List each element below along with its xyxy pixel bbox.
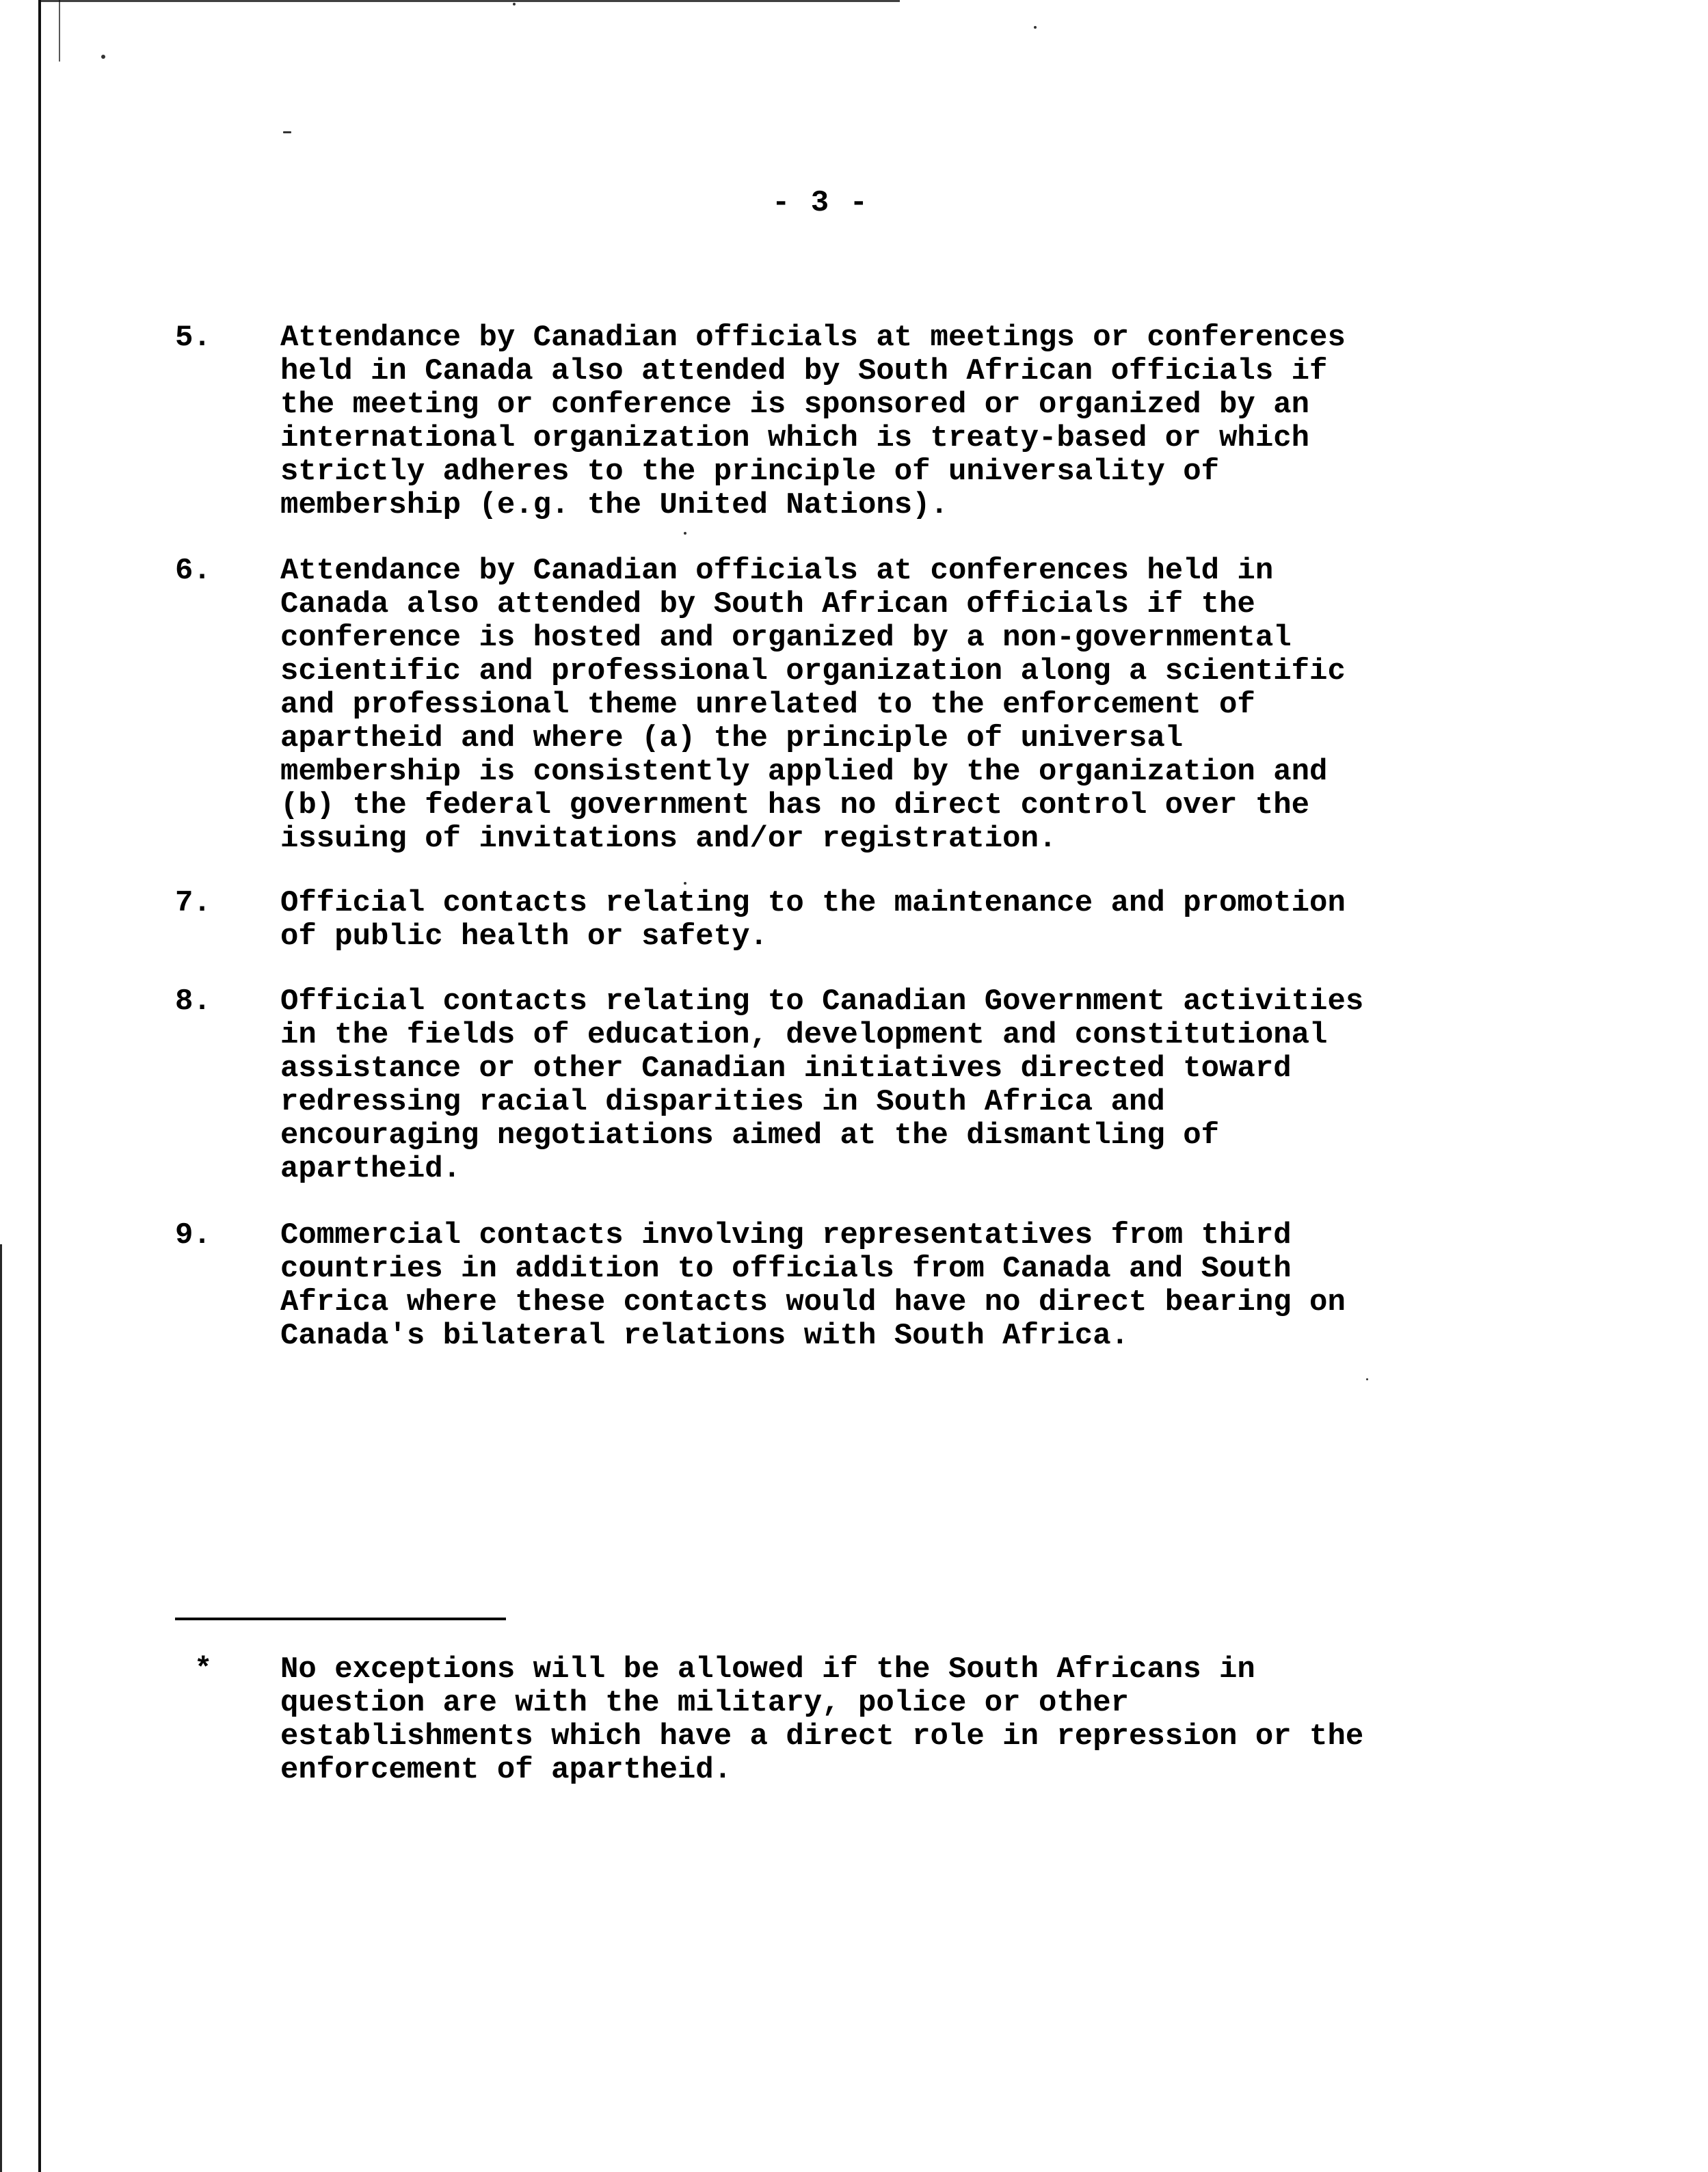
list-item-text: Official contacts relating to the maintenance and promotion of public health or safety.: [280, 886, 1346, 954]
scan-speck: [684, 882, 686, 885]
scan-edge-line: [38, 0, 41, 2172]
list-item-number: 5.: [175, 321, 211, 355]
scan-edge-line-thin: [59, 0, 60, 62]
list-item-text: Attendance by Canadian officials at conferences held in Canada also attended by South African officials if the conference is hosted and organized by a non-governmental scientific and professional organization along a scientific and professional theme unrelated to the enforcement of apartheid and where (a) the principle of universal membership is consistently applied by the organization and (b) the federal government has no direct control over the issuing of invitations and/or registration.: [280, 554, 1346, 856]
footnote-divider: [175, 1618, 506, 1620]
scan-speck: [684, 532, 686, 535]
list-item-number: 7.: [175, 886, 211, 920]
scan-speck: [1034, 26, 1037, 29]
list-item-number: 6.: [175, 554, 211, 588]
page-number: - 3 -: [771, 186, 870, 220]
scan-speck: [283, 131, 291, 133]
footnote-mark: *: [194, 1652, 213, 1687]
list-item-number: 9.: [175, 1218, 211, 1252]
list-item-text: Commercial contacts involving representatives from third countries in addition to officials from Canada and South Africa where these contacts would have no direct bearing on Canada's bilateral relations with South Africa.: [280, 1218, 1346, 1353]
scan-top-line: [38, 0, 900, 2]
scan-edge-line-left: [0, 1244, 2, 2172]
list-item-number: 8.: [175, 984, 211, 1019]
scan-speck: [513, 3, 516, 5]
footnote-text: No exceptions will be allowed if the South Africans in question are with the military, police or other establishments which have a direct role in repression or the enforcement of apartheid.: [280, 1652, 1364, 1787]
list-item-text: Attendance by Canadian officials at meetings or conferences held in Canada also attended by South African officials if the meeting or conference is sponsored or organized by an international organization which is treaty-based or which strictly adheres to the principle of universality of membership (e.g. the United Nations).: [280, 321, 1346, 522]
scan-speck: [1366, 1378, 1368, 1380]
list-item-text: Official contacts relating to Canadian Government activities in the fields of education, development and constitutional assistance or other Canadian initiatives directed toward redressing racial disparities in South Africa and encouraging negotiations aimed at the dismantling of apartheid.: [280, 984, 1364, 1186]
scan-speck: [101, 55, 105, 59]
